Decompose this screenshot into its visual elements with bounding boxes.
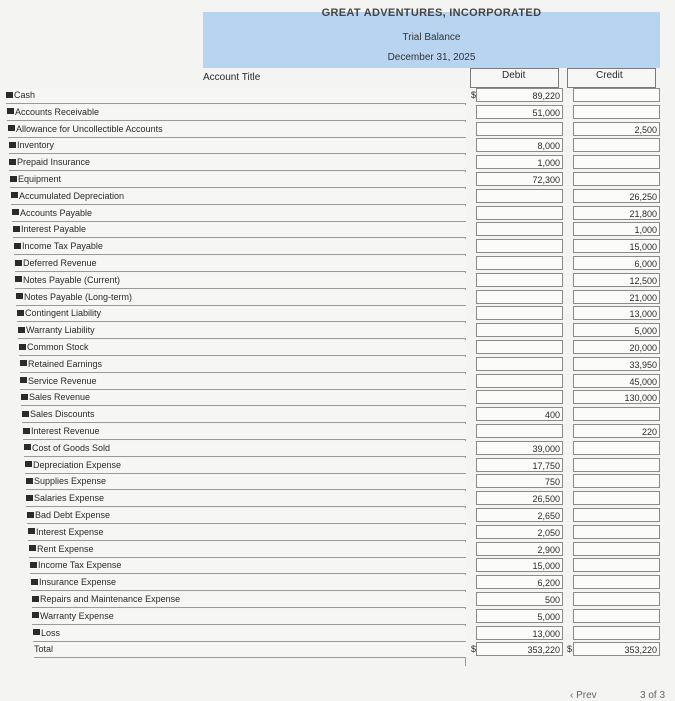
account-dropdown-icon[interactable]: [20, 377, 27, 383]
debit-input[interactable]: 72,300: [476, 172, 563, 186]
debit-input[interactable]: 2,900: [476, 542, 563, 556]
credit-input[interactable]: 15,000: [573, 239, 660, 253]
account-title-cell[interactable]: [18, 323, 466, 339]
account-title-text: Interest Revenue: [31, 426, 100, 436]
table-row: [6, 558, 660, 573]
account-title-text: Depreciation Expense: [33, 459, 122, 470]
table-row: [6, 474, 660, 489]
table-row: [6, 290, 660, 305]
account-title-cell[interactable]: [30, 558, 466, 574]
account-dropdown-icon[interactable]: [22, 411, 29, 417]
account-title-text: Contingent Liability: [25, 308, 102, 319]
account-title-cell[interactable]: [13, 222, 466, 238]
account-title-cell[interactable]: [20, 357, 466, 373]
account-title-cell[interactable]: [8, 122, 466, 138]
account-title-cell[interactable]: [26, 474, 466, 490]
account-title-cell[interactable]: [23, 424, 466, 440]
debit-input[interactable]: 13,000: [476, 626, 563, 640]
account-title-cell[interactable]: [16, 290, 466, 306]
account-title-text: Interest Expense: [36, 526, 104, 537]
account-dropdown-icon[interactable]: [20, 360, 27, 366]
account-title-text: Inventory: [17, 140, 55, 151]
debit-input[interactable]: [476, 390, 563, 404]
account-title-text: Accounts Receivable: [15, 106, 100, 117]
credit-input[interactable]: [573, 508, 660, 522]
credit-input[interactable]: 12,500: [573, 273, 660, 287]
debit-input[interactable]: 39,000: [476, 441, 563, 455]
account-title-cell[interactable]: [34, 642, 466, 658]
report-date: December 31, 2025: [387, 52, 476, 63]
credit-input[interactable]: 26,250: [573, 189, 660, 203]
account-title-text: Salaries Expense: [34, 493, 105, 504]
account-title-cell[interactable]: [20, 374, 466, 390]
debit-input[interactable]: [476, 122, 563, 136]
prev-button[interactable]: ‹ Prev: [570, 690, 597, 701]
account-title-cell[interactable]: [9, 138, 466, 154]
account-title-text: Interest Payable: [21, 224, 87, 235]
page-status: 3 of 3: [640, 690, 666, 701]
table-row: [6, 575, 660, 590]
table-row: [6, 441, 660, 456]
account-title-text: Loss: [41, 627, 61, 638]
account-title-cell[interactable]: [15, 273, 466, 289]
credit-input[interactable]: [573, 575, 660, 589]
total-row: [6, 642, 660, 657]
account-title-cell[interactable]: [12, 206, 466, 222]
table-row: [6, 626, 660, 641]
table-row: [6, 525, 660, 540]
debit-input[interactable]: [476, 222, 563, 236]
credit-input[interactable]: [573, 88, 660, 102]
credit-input[interactable]: [573, 407, 660, 421]
credit-input[interactable]: [573, 609, 660, 623]
account-dropdown-icon[interactable]: [8, 125, 15, 131]
credit-input[interactable]: [573, 138, 660, 152]
debit-input[interactable]: [476, 357, 563, 371]
credit-input[interactable]: [573, 458, 660, 472]
account-title-cell[interactable]: [32, 592, 466, 608]
account-title-text: Warranty Liability: [26, 325, 95, 336]
credit-input[interactable]: [573, 626, 660, 640]
account-title-text: Notes Payable (Current): [23, 274, 121, 285]
account-title-cell[interactable]: [29, 542, 466, 558]
debit-input[interactable]: 17,750: [476, 458, 563, 472]
table-row: [6, 172, 660, 187]
debit-input[interactable]: 2,650: [476, 508, 563, 522]
dollar-sign: $: [471, 644, 477, 655]
account-title-cell[interactable]: [32, 609, 466, 625]
account-dropdown-icon[interactable]: [26, 495, 33, 501]
account-title-cell[interactable]: [28, 525, 466, 541]
table-row: [6, 206, 660, 221]
debit-input[interactable]: 8,000: [476, 138, 563, 152]
debit-input[interactable]: 400: [476, 407, 563, 421]
debit-input[interactable]: [476, 323, 563, 337]
account-title-text: Cash: [14, 90, 36, 100]
account-dropdown-icon[interactable]: [23, 428, 30, 434]
account-dropdown-icon[interactable]: [14, 243, 21, 249]
account-title-text: Supplies Expense: [34, 476, 107, 487]
dollar-sign: $: [471, 90, 477, 100]
account-title-text: Repairs and Maintenance Expense: [40, 594, 181, 604]
credit-input[interactable]: 33,950: [573, 357, 660, 371]
table-row: [6, 189, 660, 204]
credit-input[interactable]: 21,000: [573, 290, 660, 304]
account-title-cell[interactable]: [21, 390, 466, 406]
credit-input[interactable]: 130,000: [573, 390, 660, 404]
debit-input[interactable]: 6,200: [476, 575, 563, 589]
debit-header: Debit: [502, 70, 526, 81]
account-title-text: Equipment: [18, 174, 62, 184]
account-dropdown-icon[interactable]: [27, 512, 34, 518]
account-dropdown-icon[interactable]: [21, 394, 28, 400]
account-title-cell[interactable]: [31, 575, 466, 591]
dollar-sign: $: [567, 644, 573, 655]
account-dropdown-icon[interactable]: [15, 260, 22, 266]
account-title-header: Account Title: [203, 72, 261, 83]
debit-input[interactable]: [476, 189, 563, 203]
account-title-text: Bad Debt Expense: [35, 510, 111, 520]
account-dropdown-icon[interactable]: [18, 327, 25, 333]
debit-input[interactable]: 353,220: [476, 642, 563, 656]
account-title-cell[interactable]: [10, 172, 466, 188]
report-title: Trial Balance: [402, 32, 461, 43]
account-title-cell[interactable]: [6, 88, 466, 104]
debit-input[interactable]: [476, 206, 563, 220]
debit-input[interactable]: 1,000: [476, 155, 563, 169]
debit-input[interactable]: 26,500: [476, 491, 563, 505]
debit-input[interactable]: 89,220: [476, 88, 563, 102]
account-title-text: Allowance for Uncollectible Accounts: [16, 123, 163, 134]
credit-input[interactable]: [573, 491, 660, 505]
account-title-text: Sales Discounts: [30, 409, 95, 420]
credit-input[interactable]: [573, 525, 660, 539]
account-title-cell[interactable]: [22, 407, 466, 423]
debit-input[interactable]: [476, 374, 563, 388]
account-dropdown-icon[interactable]: [28, 528, 35, 534]
account-title-cell[interactable]: [7, 105, 466, 121]
table-row: [6, 609, 660, 624]
debit-input[interactable]: 500: [476, 592, 563, 606]
credit-input[interactable]: [573, 105, 660, 119]
account-dropdown-icon[interactable]: [11, 192, 18, 198]
account-title-cell[interactable]: [26, 491, 466, 507]
table-row: [6, 138, 660, 153]
table-row: [6, 374, 660, 389]
account-title-text: Warranty Expense: [40, 610, 114, 621]
account-dropdown-icon[interactable]: [26, 478, 33, 484]
account-dropdown-icon[interactable]: [29, 545, 36, 551]
credit-input[interactable]: 45,000: [573, 374, 660, 388]
debit-input[interactable]: 15,000: [476, 558, 563, 572]
credit-header: Credit: [596, 70, 623, 81]
account-dropdown-icon[interactable]: [19, 344, 26, 350]
account-title-cell[interactable]: [19, 340, 466, 356]
table-row: [6, 323, 660, 338]
credit-input[interactable]: [573, 558, 660, 572]
table-row: [6, 273, 660, 288]
table-row: [6, 155, 660, 170]
account-title-cell[interactable]: [24, 441, 466, 457]
account-title-text: Retained Earnings: [28, 358, 103, 369]
table-row: [6, 306, 660, 321]
trial-balance-header: [203, 7, 660, 68]
table-row: [6, 491, 660, 506]
table-row: [6, 222, 660, 237]
account-title-text: Income Tax Payable: [22, 241, 103, 252]
table-row: [6, 592, 660, 607]
table-row: [6, 88, 660, 103]
account-dropdown-icon[interactable]: [15, 276, 22, 282]
credit-input[interactable]: 1,000: [573, 222, 660, 236]
account-title-text: Service Revenue: [28, 375, 97, 386]
account-dropdown-icon[interactable]: [25, 461, 32, 467]
account-title-cell[interactable]: [14, 239, 466, 255]
account-dropdown-icon[interactable]: [7, 108, 14, 114]
account-dropdown-icon[interactable]: [6, 92, 13, 98]
account-title-text: Deferred Revenue: [23, 258, 97, 268]
account-title-text: Insurance Expense: [39, 577, 117, 588]
debit-input[interactable]: [476, 424, 563, 438]
credit-input[interactable]: 21,800: [573, 206, 660, 220]
account-dropdown-icon[interactable]: [10, 176, 17, 182]
debit-input[interactable]: [476, 290, 563, 304]
credit-input[interactable]: [573, 172, 660, 186]
debit-input[interactable]: 51,000: [476, 105, 563, 119]
table-row: [6, 390, 660, 405]
table-row: [6, 239, 660, 254]
account-dropdown-icon[interactable]: [24, 444, 31, 450]
account-dropdown-icon[interactable]: [32, 612, 39, 618]
account-title-text: Common Stock: [27, 342, 89, 352]
account-dropdown-icon[interactable]: [12, 209, 19, 215]
debit-input[interactable]: [476, 340, 563, 354]
table-row: [6, 407, 660, 422]
table-row: [6, 357, 660, 372]
account-title-cell[interactable]: [33, 626, 466, 642]
account-dropdown-icon[interactable]: [32, 596, 39, 602]
account-title-cell[interactable]: [17, 306, 466, 322]
credit-input[interactable]: [573, 592, 660, 606]
account-title-text: Rent Expense: [37, 543, 94, 554]
account-title-text: Accumulated Depreciation: [19, 190, 125, 201]
account-title-text: Cost of Goods Sold: [32, 442, 111, 453]
account-title-cell[interactable]: [15, 256, 466, 272]
company-name: GREAT ADVENTURES, INCORPORATED: [321, 7, 542, 19]
account-title-cell[interactable]: [11, 189, 466, 205]
account-title-cell[interactable]: [27, 508, 466, 524]
account-title-text: Sales Revenue: [29, 392, 91, 403]
table-row: [6, 256, 660, 271]
debit-input[interactable]: [476, 239, 563, 253]
account-title-text: Prepaid Insurance: [17, 157, 91, 168]
account-dropdown-icon[interactable]: [16, 293, 23, 299]
credit-input[interactable]: 5,000: [573, 323, 660, 337]
table-row: [6, 542, 660, 557]
credit-input[interactable]: [573, 441, 660, 455]
account-title-cell[interactable]: [25, 458, 466, 474]
credit-input[interactable]: 20,000: [573, 340, 660, 354]
account-dropdown-icon[interactable]: [9, 159, 16, 165]
credit-input[interactable]: 353,220: [573, 642, 660, 656]
debit-input[interactable]: [476, 306, 563, 320]
account-title-text: Notes Payable (Long-term): [24, 291, 133, 302]
account-dropdown-icon[interactable]: [30, 562, 37, 568]
account-dropdown-icon[interactable]: [13, 226, 20, 232]
debit-input[interactable]: [476, 273, 563, 287]
account-dropdown-icon[interactable]: [31, 579, 38, 585]
account-title-text: Income Tax Expense: [38, 560, 122, 571]
table-row: [6, 340, 660, 355]
table-row: [6, 458, 660, 473]
credit-input[interactable]: [573, 474, 660, 488]
account-dropdown-icon[interactable]: [17, 310, 24, 316]
account-title-text: Total: [34, 644, 54, 655]
account-dropdown-icon[interactable]: [33, 629, 40, 635]
credit-input[interactable]: 6,000: [573, 256, 660, 270]
credit-input[interactable]: [573, 155, 660, 169]
table-row: [6, 508, 660, 523]
table-row: [6, 122, 660, 137]
table-row: [6, 105, 660, 120]
credit-input[interactable]: [573, 542, 660, 556]
account-title-text: Accounts Payable: [20, 207, 93, 218]
debit-input[interactable]: 5,000: [476, 609, 563, 623]
account-dropdown-icon[interactable]: [9, 142, 16, 148]
account-title-cell[interactable]: [9, 155, 466, 171]
debit-input[interactable]: 2,050: [476, 525, 563, 539]
credit-input[interactable]: 2,500: [573, 122, 660, 136]
debit-input[interactable]: [476, 256, 563, 270]
credit-input[interactable]: 13,000: [573, 306, 660, 320]
debit-input[interactable]: 750: [476, 474, 563, 488]
table-row: [6, 424, 660, 439]
credit-input[interactable]: 220: [573, 424, 660, 438]
